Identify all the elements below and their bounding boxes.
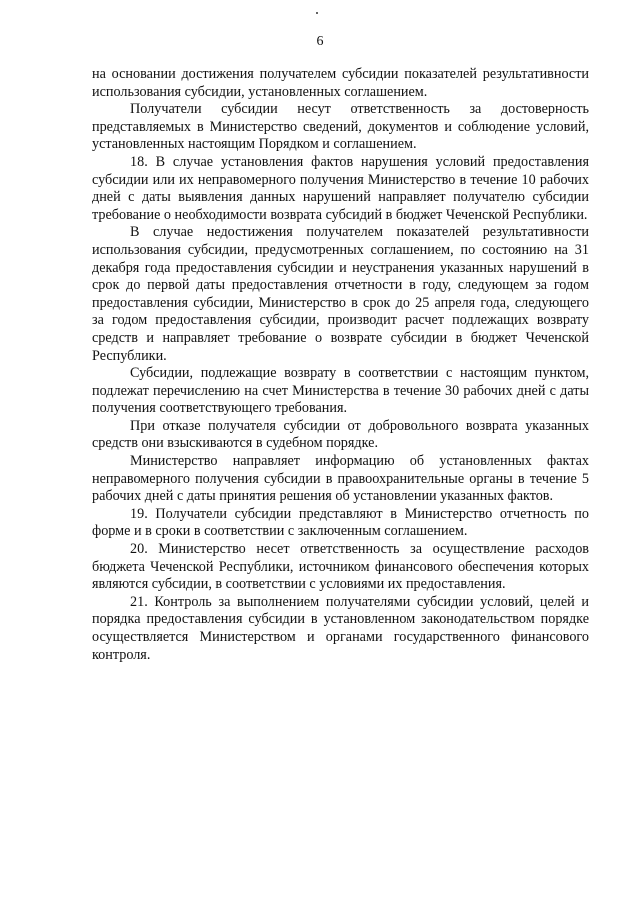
scan-speck (316, 12, 318, 14)
paragraph-clause-21: 21. Контроль за выполнением получателями субсидии условий, целей и порядка предоставления субсидии в установленном законодательством порядке осуществляется Министерством и органами государственного финансового контроля. (92, 593, 589, 663)
paragraph-clause-20: 20. Министерство несет ответственность за осуществление расходов бюджета Чеченской Республики, источником финансового обеспечения которых являются субсидии, в соответствии с условиями их предоставления. (92, 541, 589, 593)
paragraph-non-achievement: В случае недостижения получателем показателей результативности использования субсидии, предусмотренных соглашением, по состоянию на 31 декабря года предоставления субсидии и неустранения указанных нарушений в срок до первой даты предоставления отчетности в году, следующем за годом предоставления субсидии, Министерство в срок до 25 апреля года, следующего за годом предоставления субсидии, производит расчет подлежащих возврату средств и направляет требование о возврате субсидии в бюджет Чеченской Республики. (92, 224, 589, 364)
paragraph-clause-19: 19. Получатели субсидии представляют в Министерство отчетность по форме и в сроки в соответствии с заключенным соглашением. (92, 505, 589, 540)
document-body (92, 66, 589, 664)
paragraph-clause-18: 18. В случае установления фактов нарушения условий предоставления субсидии или их неправомерного получения Министерство в течение 10 рабочих дней с даты выявления данных нарушений направляет получателю субсидии требование о необходимости возврата субсидий в бюджет Чеченской Республики. (92, 153, 589, 223)
paragraph-responsibility: Получатели субсидии несут ответственность за достоверность представляемых в Министерство сведений, документов и соблюдение условий, установленных настоящим Порядком и соглашением. (92, 101, 589, 153)
paragraph-law-enforcement: Министерство направляет информацию об установленных фактах неправомерного получения субсидии в правоохранительные органы в течение 5 рабочих дней с даты принятия решения об установлении указанных фактов. (92, 453, 589, 505)
paragraph-refund-transfer: Субсидии, подлежащие возврату в соответствии с настоящим пунктом, подлежат перечислению на счет Министерства в течение 30 рабочих дней с даты получения соответствующего требования. (92, 365, 589, 417)
paragraph-continuation: на основании достижения получателем субсидии показателей результативности использования субсидии, установленных соглашением. (92, 66, 589, 100)
page-number: 6 (316, 34, 324, 49)
paragraph-court-recovery: При отказе получателя субсидии от добровольного возврата указанных средств они взыскиваются в судебном порядке. (92, 417, 589, 452)
